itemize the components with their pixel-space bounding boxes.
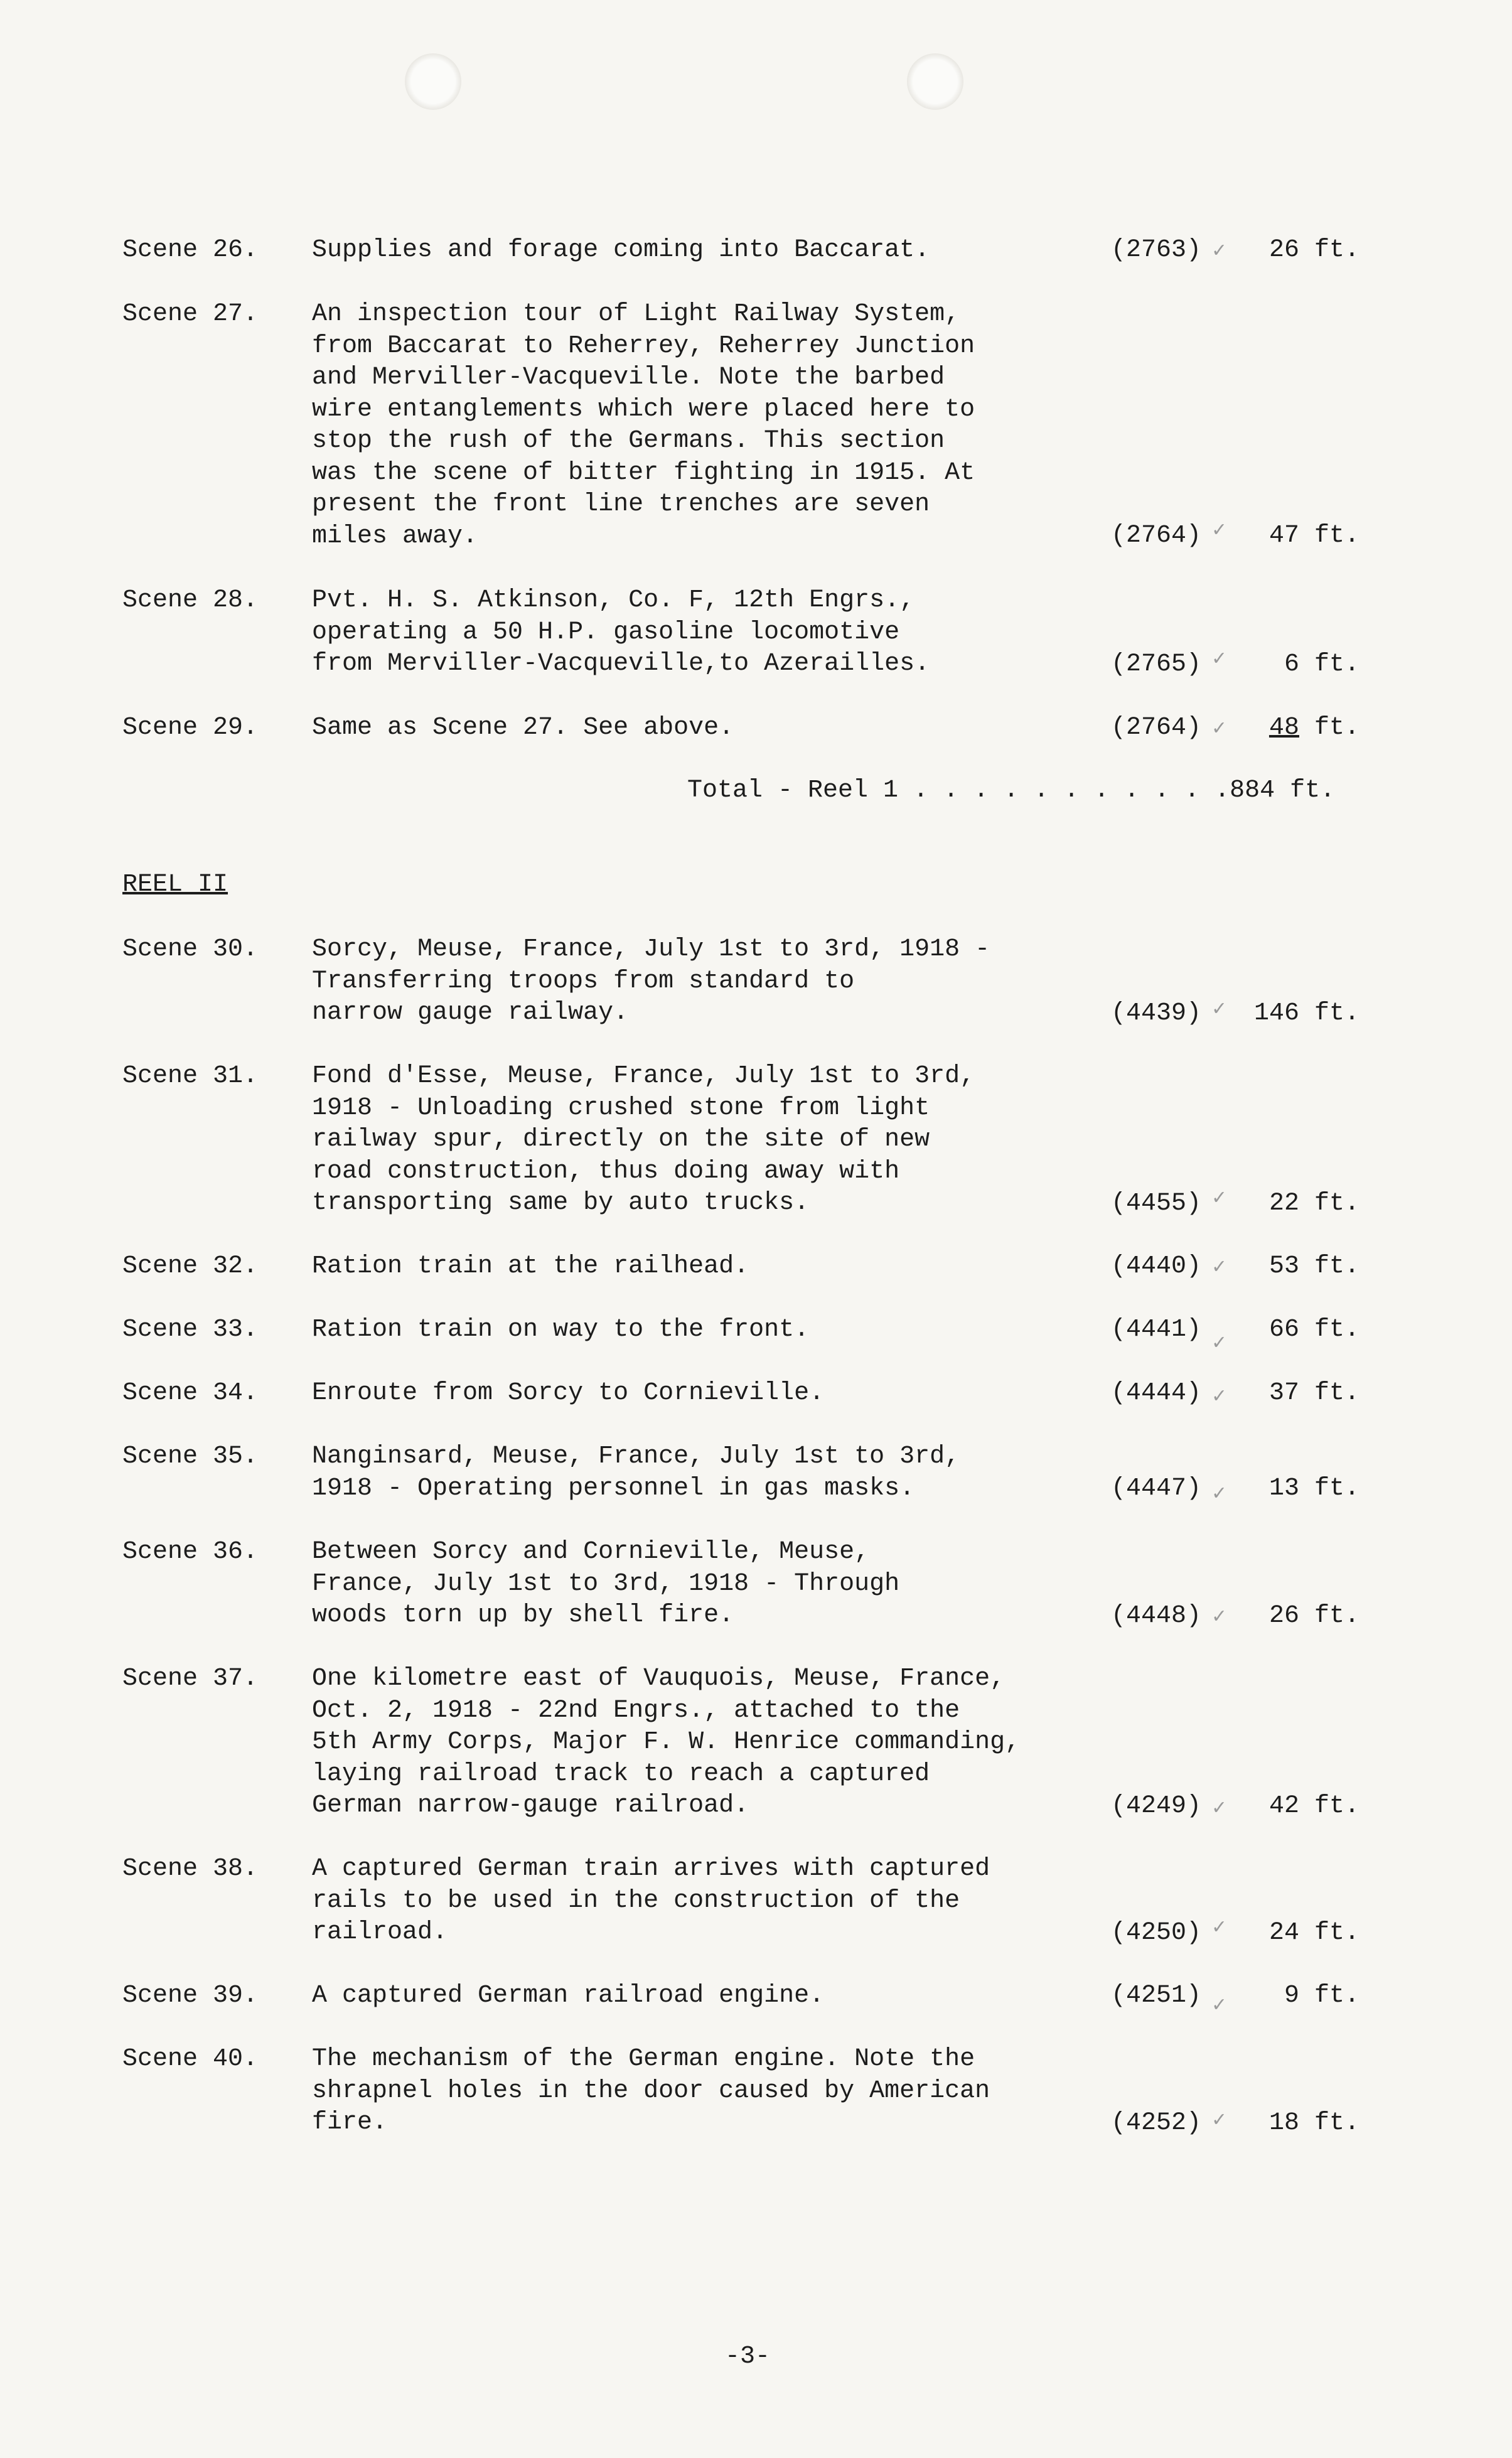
scene-label: Scene 31.: [122, 1062, 259, 1090]
scene-length: 53 ft.: [1268, 1252, 1359, 1280]
scene-length: 26 ft.: [1268, 236, 1359, 264]
scene-number: (4439): [1111, 999, 1202, 1028]
scene-number: (4455): [1111, 1189, 1202, 1218]
scene-label: Scene 37.: [122, 1665, 259, 1693]
scene-length: 9 ft.: [1284, 1982, 1359, 2010]
check-mark: ✓: [1213, 519, 1226, 543]
description-line: One kilometre east of Vauquois, Meuse, France,: [312, 1665, 1005, 1693]
scene-description: [312, 1537, 1103, 1632]
description-line: narrow gauge railway.: [312, 999, 629, 1027]
check-mark: ✓: [1213, 1332, 1226, 1356]
check-mark: ✓: [1213, 1994, 1226, 2018]
description-line: Sorcy, Meuse, France, July 1st to 3rd, 1918 -: [312, 935, 990, 963]
description-line: railroad.: [312, 1918, 448, 1946]
page-number: -3-: [725, 2343, 771, 2371]
scene-description: [312, 299, 1103, 552]
scene-description: [312, 934, 1103, 1029]
description-line: railway spur, directly on the site of new: [312, 1125, 930, 1154]
description-line: shrapnel holes in the door caused by American: [312, 2076, 990, 2105]
scene-length: 22 ft.: [1268, 1189, 1359, 1218]
scene-label: Scene 30.: [122, 935, 259, 963]
description-line: Fond d'Esse, Meuse, France, July 1st to 3rd,: [312, 1062, 975, 1090]
description-line: from Merviller-Vacqueville,to Azerailles.: [312, 650, 930, 678]
scene-description: [312, 2044, 1103, 2139]
scene-description: [312, 1854, 1103, 1949]
description-line: rails to be used in the construction of the: [312, 1886, 960, 1915]
description-line: Ration train at the railhead.: [312, 1252, 749, 1280]
check-mark: ✓: [1213, 998, 1226, 1022]
scene-number: (4251): [1111, 1982, 1202, 2010]
description-line: Supplies and forage coming into Baccarat.: [312, 236, 930, 264]
description-line: fire.: [312, 2108, 388, 2137]
scene-length: 37 ft.: [1268, 1379, 1359, 1407]
scene-length: 18 ft.: [1268, 2109, 1359, 2137]
description-line: wire entanglements which were placed here to: [312, 395, 975, 424]
reel-total: Total - Reel 1 . . . . . . . . . . .884 ft.: [687, 776, 1336, 805]
scene-description: [312, 1061, 1103, 1220]
scene-description: [312, 585, 1103, 680]
scene-description: [312, 1663, 1103, 1822]
scene-length: 26 ft.: [1268, 1602, 1359, 1630]
scene-length: 13 ft.: [1268, 1474, 1359, 1503]
scene-label: Scene 28.: [122, 586, 259, 614]
check-mark: ✓: [1213, 1483, 1226, 1506]
check-mark: ✓: [1213, 1797, 1226, 1821]
reel-heading: REEL II: [122, 871, 228, 899]
scene-label: Scene 34.: [122, 1379, 259, 1407]
scene-length: 6 ft.: [1284, 650, 1359, 679]
scene-number: (4252): [1111, 2109, 1202, 2137]
scene-label: Scene 26.: [122, 236, 259, 264]
scene-length-value: 48: [1268, 714, 1299, 742]
scene-number: (4249): [1111, 1792, 1202, 1820]
scene-description: [312, 1980, 1103, 2012]
description-line: and Merviller-Vacqueville. Note the barbed: [312, 363, 945, 392]
description-line: was the scene of bitter fighting in 1915. At: [312, 458, 975, 487]
description-line: Same as Scene 27. See above.: [312, 714, 734, 742]
description-line: Enroute from Sorcy to Cornieville.: [312, 1379, 825, 1407]
description-line: miles away.: [312, 522, 478, 550]
description-line: stop the rush of the Germans. This section: [312, 427, 945, 455]
description-line: operating a 50 H.P. gasoline locomotive: [312, 618, 900, 647]
description-line: The mechanism of the German engine. Note the: [312, 2045, 975, 2073]
scene-description: [312, 1378, 1103, 1410]
description-line: road construction, thus doing away with: [312, 1157, 900, 1186]
scene-label: Scene 35.: [122, 1442, 259, 1471]
scene-number: (2764): [1111, 522, 1202, 550]
description-line: 1918 - Operating personnel in gas masks.: [312, 1474, 915, 1503]
scene-number: (4440): [1111, 1252, 1202, 1280]
scene-number: (4441): [1111, 1316, 1202, 1344]
check-mark: ✓: [1213, 1256, 1226, 1280]
description-line: France, July 1st to 3rd, 1918 - Through: [312, 1569, 900, 1598]
scene-length-unit: ft.: [1299, 714, 1359, 742]
description-line: from Baccarat to Reherrey, Reherrey Junction: [312, 331, 975, 360]
scene-number: (4448): [1111, 1602, 1202, 1630]
check-mark: ✓: [1213, 1187, 1226, 1211]
check-mark: ✓: [1213, 2109, 1226, 2133]
check-mark: ✓: [1213, 1606, 1226, 1629]
check-mark: ✓: [1213, 1916, 1226, 1940]
scene-number: (2764): [1111, 714, 1202, 742]
scene-label: Scene 29.: [122, 714, 259, 742]
punch-hole-left: [405, 53, 461, 110]
description-line: A captured German railroad engine.: [312, 1982, 825, 2010]
description-line: 5th Army Corps, Major F. W. Henrice commanding,: [312, 1728, 1021, 1756]
description-line: An inspection tour of Light Railway System,: [312, 300, 960, 328]
scene-label: Scene 38.: [122, 1855, 259, 1883]
scene-length: [1269, 712, 1359, 744]
description-line: Nanginsard, Meuse, France, July 1st to 3rd,: [312, 1442, 960, 1471]
description-line: Oct. 2, 1918 - 22nd Engrs., attached to the: [312, 1696, 960, 1725]
scene-number: (2763): [1111, 236, 1202, 264]
scene-label: Scene 33.: [122, 1316, 259, 1344]
description-line: woods torn up by shell fire.: [312, 1601, 734, 1629]
description-line: Transferring troops from standard to: [312, 967, 855, 996]
scene-number: (2765): [1111, 650, 1202, 679]
scene-number: (4447): [1111, 1474, 1202, 1503]
check-mark: ✓: [1213, 240, 1226, 264]
description-line: Pvt. H. S. Atkinson, Co. F, 12th Engrs.,: [312, 586, 915, 614]
scene-description: [312, 712, 1103, 744]
description-line: Ration train on way to the front.: [312, 1316, 810, 1344]
scene-description: [312, 1251, 1103, 1283]
punch-hole-right: [907, 53, 963, 110]
scene-number: (4250): [1111, 1919, 1202, 1947]
description-line: 1918 - Unloading crushed stone from light: [312, 1093, 930, 1122]
scene-description: [312, 235, 1103, 267]
scene-length: 42 ft.: [1268, 1792, 1359, 1820]
description-line: transporting same by auto trucks.: [312, 1189, 810, 1217]
scene-length: 24 ft.: [1268, 1919, 1359, 1947]
scene-length: 66 ft.: [1268, 1316, 1359, 1344]
check-mark: ✓: [1213, 648, 1226, 672]
scene-label: Scene 36.: [122, 1538, 259, 1566]
scene-description: [312, 1314, 1103, 1346]
scene-length: 47 ft.: [1268, 522, 1359, 550]
scene-number: (4444): [1111, 1379, 1202, 1407]
check-mark: ✓: [1213, 1385, 1226, 1409]
scene-length: 146 ft.: [1253, 999, 1359, 1028]
description-line: Between Sorcy and Cornieville, Meuse,: [312, 1538, 870, 1566]
check-mark: ✓: [1213, 717, 1226, 741]
description-line: German narrow-gauge railroad.: [312, 1791, 749, 1820]
description-line: present the front line trenches are seven: [312, 490, 930, 518]
scene-label: Scene 39.: [122, 1982, 259, 2010]
scene-label: Scene 40.: [122, 2045, 259, 2073]
description-line: A captured German train arrives with captured: [312, 1855, 990, 1883]
description-line: laying railroad track to reach a captured: [312, 1759, 930, 1788]
scene-description: [312, 1441, 1103, 1505]
scene-label: Scene 32.: [122, 1252, 259, 1280]
scene-label: Scene 27.: [122, 300, 259, 328]
